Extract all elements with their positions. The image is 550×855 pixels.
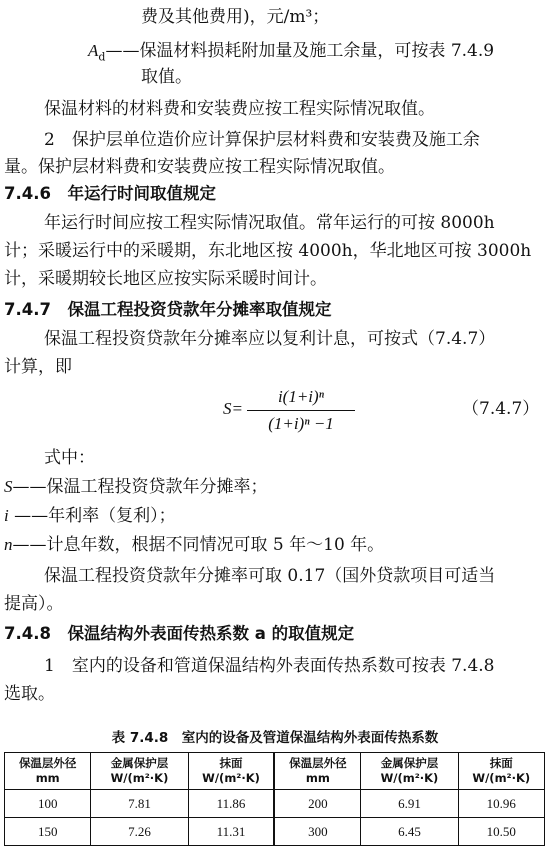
header-cell: 金属保护层 W/(m²·K) xyxy=(91,753,188,790)
equation-lhs: S= xyxy=(223,399,243,418)
text-line: 费及其他费用)，元/m³； xyxy=(141,7,330,27)
table-cell: 6.45 xyxy=(361,818,458,846)
text-line: 1 室内的设备和管道保温结构外表面传热系数可按表 7.4.8 xyxy=(44,656,495,676)
header-cell: 抹面 W/(m²·K) xyxy=(188,753,274,790)
text-line: 计；采暖运行中的采暖期，东北地区按 4000h，华北地区可按 3000h xyxy=(4,241,532,261)
symbol-a: A xyxy=(88,41,99,60)
text-line: ——年利率（复利）； xyxy=(14,506,176,526)
symbol-s: S xyxy=(4,477,13,496)
text-line: 量。保护层材料费和安装费应按工程实际情况取值。 xyxy=(4,157,395,177)
text-line: ——保温工程投资贷款年分摊率； xyxy=(12,477,268,497)
symbol-n: n xyxy=(4,535,13,554)
header-cell: 保温层外径 mm xyxy=(274,753,360,790)
table-cell: 10.96 xyxy=(458,790,544,818)
heat-transfer-table xyxy=(4,752,545,846)
table-cell: 200 xyxy=(274,790,360,818)
text-line: 式中： xyxy=(44,448,95,468)
header-cell: 金属保护层 W/(m²·K) xyxy=(361,753,458,790)
table-cell: 10.50 xyxy=(458,818,544,846)
text-line: 年运行时间应按工程实际情况取值。常年运行的可按 8000h xyxy=(44,213,495,233)
text-line: ——计息年数，根据不同情况可取 5 年～10 年。 xyxy=(12,535,385,555)
equation-numerator: i(1+i)ⁿ xyxy=(277,387,325,406)
definition-i xyxy=(4,505,176,527)
text-line: 2 保护层单位造价应计算保护层材料费和安装费及施工余 xyxy=(44,130,480,150)
text-line: ——保温材料损耗附加量及施工余量，可按表 7.4.9 xyxy=(105,41,495,61)
table-cell: 7.81 xyxy=(91,790,188,818)
symbol-i: i xyxy=(4,506,9,525)
table-header-row xyxy=(5,753,545,790)
text-line: 保温材料的材料费和安装费应按工程实际情况取值。 xyxy=(44,99,435,119)
table-row xyxy=(5,790,545,818)
table-caption: 表 7.4.8 室内的设备及管道保温结构外表面传热系数 xyxy=(111,730,439,746)
table-cell: 6.91 xyxy=(361,790,458,818)
header-cell: 保温层外径 mm xyxy=(5,753,91,790)
equation-denominator: (1+i)ⁿ −1 xyxy=(268,414,334,433)
definition-s xyxy=(4,476,268,498)
text-line: 计算，即 xyxy=(4,357,72,377)
equation-number: （7.4.7） xyxy=(462,399,540,419)
text-line: 选取。 xyxy=(4,684,55,704)
table-row xyxy=(5,818,545,846)
text-line: 保温工程投资贷款年分摊率应以复利计息，可按式（7.4.7） xyxy=(44,329,496,349)
section-heading-7-4-8: 7.4.8 保温结构外表面传热系数 a 的取值规定 xyxy=(4,624,355,643)
table-cell: 7.26 xyxy=(91,818,188,846)
section-heading-7-4-6: 7.4.6 年运行时间取值规定 xyxy=(4,184,216,203)
table-cell: 11.86 xyxy=(188,790,274,818)
header-cell: 抹面 W/(m²·K) xyxy=(458,753,544,790)
symbol-subscript: d xyxy=(98,50,106,64)
text-line: 取值。 xyxy=(141,67,192,87)
definition-n xyxy=(4,534,384,556)
text-line: 提高）。 xyxy=(4,594,64,614)
fraction-bar xyxy=(247,410,355,411)
definition-ad xyxy=(88,40,494,68)
text-line: 计，采暖期较长地区应按实际采暖时间计。 xyxy=(4,269,327,289)
table-cell: 100 xyxy=(5,790,91,818)
section-heading-7-4-7: 7.4.7 保温工程投资贷款年分摊率取值规定 xyxy=(4,300,332,319)
table-cell: 150 xyxy=(5,818,91,846)
text-line: 保温工程投资贷款年分摊率可取 0.17（国外贷款项目可适当 xyxy=(44,566,496,586)
table-cell: 300 xyxy=(274,818,360,846)
table-cell: 11.31 xyxy=(188,818,274,846)
